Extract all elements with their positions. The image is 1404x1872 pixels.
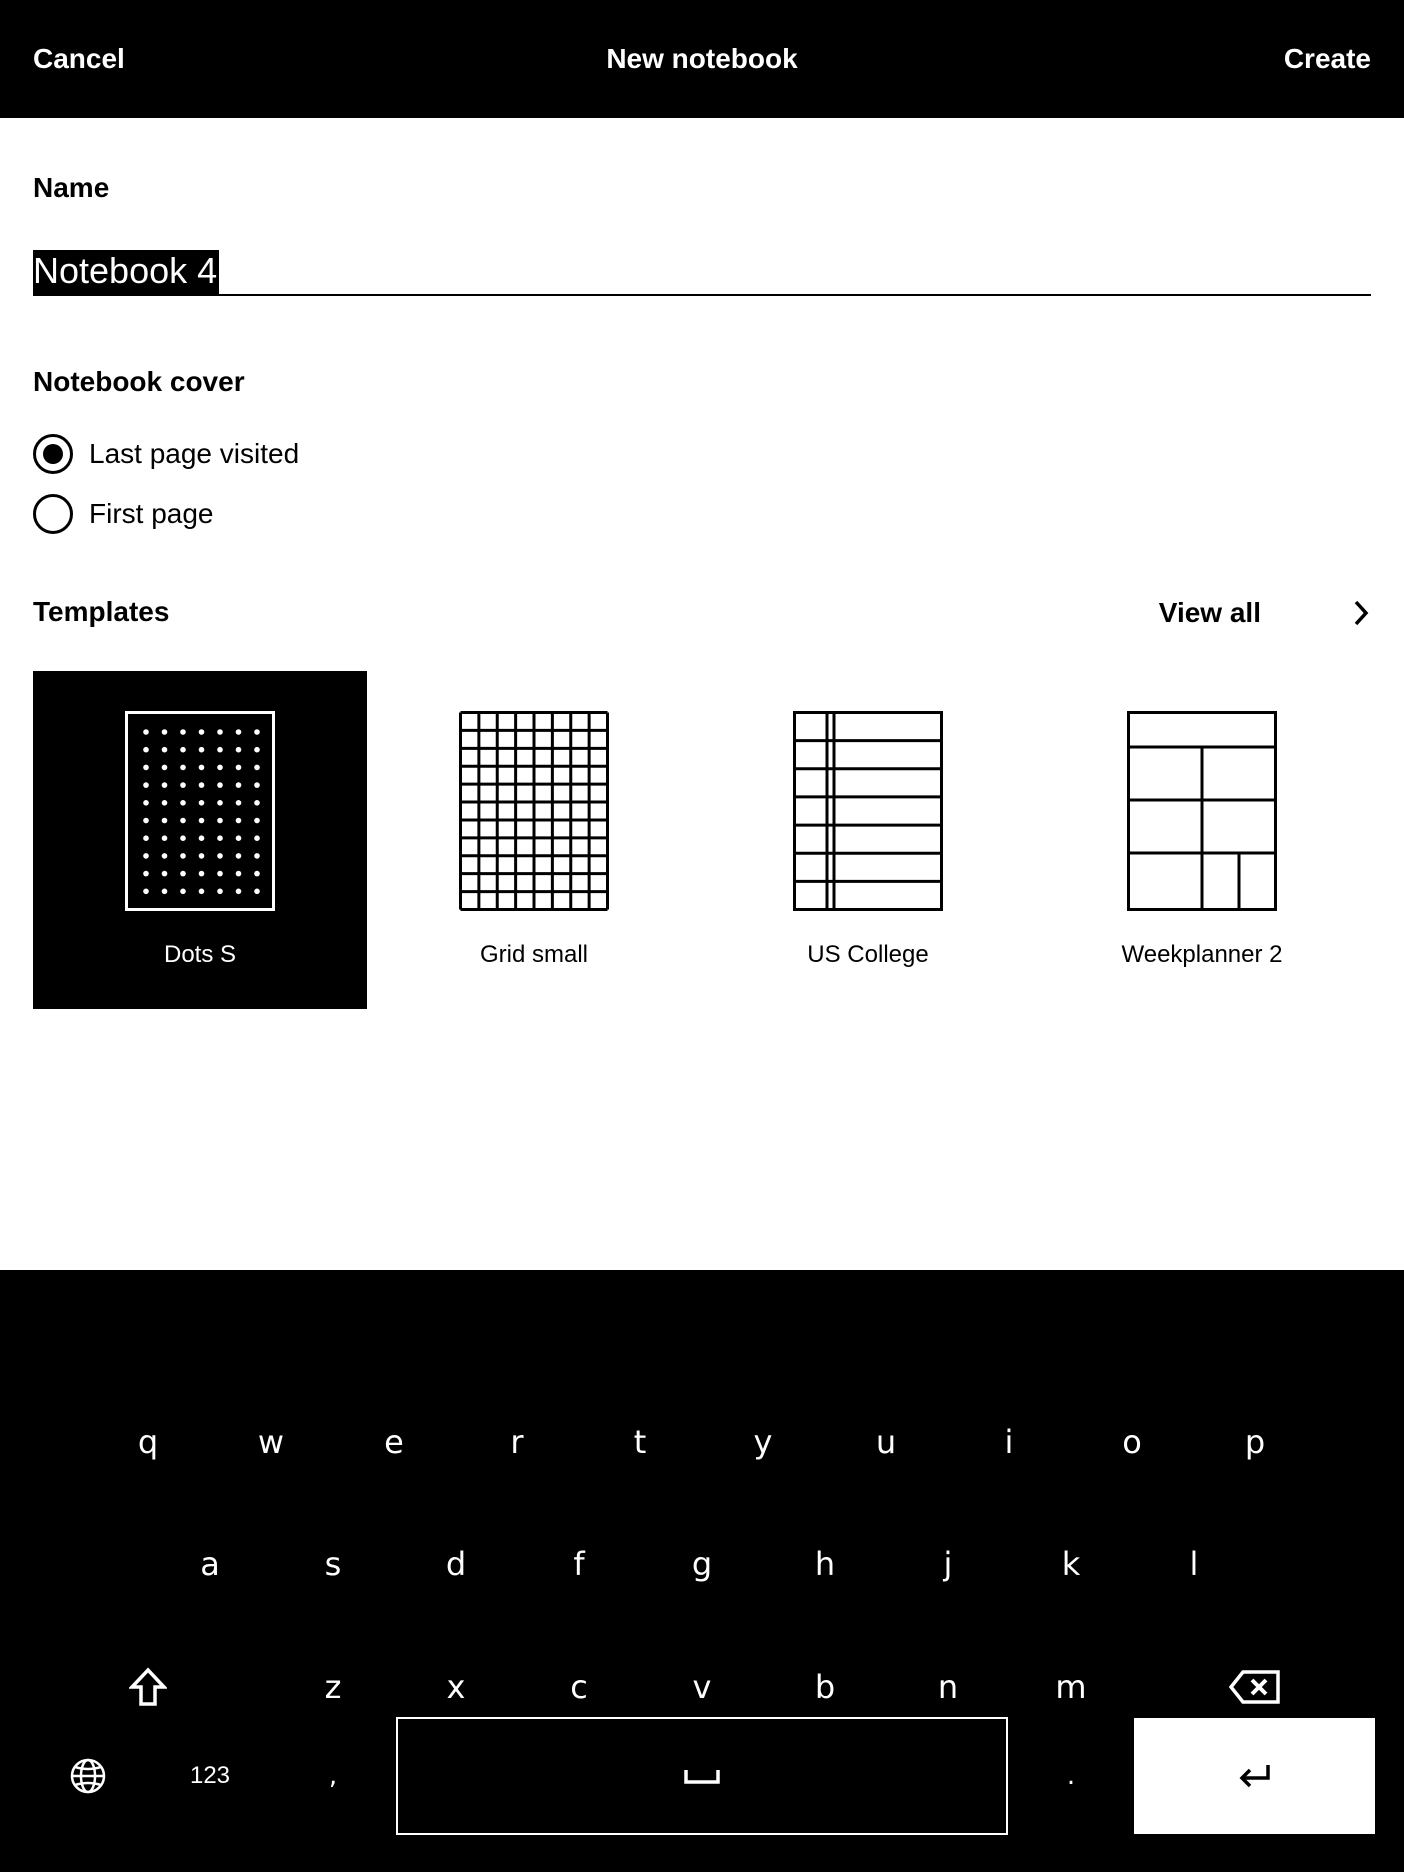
- dots-template-icon: [125, 711, 275, 911]
- name-label: Name: [33, 172, 110, 203]
- key-k[interactable]: k: [1061, 1545, 1081, 1583]
- key-i[interactable]: i: [1004, 1423, 1014, 1461]
- name-input[interactable]: [33, 250, 1371, 296]
- template-dots-s[interactable]: [33, 671, 367, 1009]
- key-u[interactable]: u: [875, 1423, 897, 1461]
- return-arrow-icon: [1238, 1763, 1272, 1789]
- key-g[interactable]: g: [691, 1545, 713, 1583]
- key-w[interactable]: w: [257, 1423, 285, 1461]
- space-bar-icon: [682, 1766, 722, 1786]
- view-all-label: View all: [1158, 597, 1261, 628]
- language-key[interactable]: [33, 1726, 143, 1826]
- radio-first-page[interactable]: [33, 493, 214, 535]
- template-name: Dots S: [163, 941, 237, 968]
- backspace-icon: [1229, 1669, 1281, 1705]
- key-h[interactable]: h: [814, 1545, 836, 1583]
- shift-key[interactable]: [93, 1637, 203, 1737]
- key-t[interactable]: t: [633, 1423, 647, 1461]
- space-key[interactable]: [396, 1717, 1008, 1835]
- grid-template-icon: [459, 711, 609, 911]
- numbers-key[interactable]: 123: [189, 1762, 231, 1789]
- notebook-cover-label: Notebook cover: [33, 366, 245, 397]
- template-grid-small[interactable]: [367, 671, 701, 1009]
- key-y[interactable]: y: [753, 1423, 773, 1461]
- on-screen-keyboard: [0, 1270, 1404, 1872]
- radio-last-page-visited[interactable]: [33, 433, 299, 475]
- key-l[interactable]: l: [1189, 1545, 1199, 1583]
- radio-checked-icon: [33, 434, 73, 474]
- key-f[interactable]: f: [573, 1545, 585, 1583]
- view-all-button[interactable]: [1159, 590, 1371, 636]
- weekplanner-template-icon: [1127, 711, 1277, 911]
- top-bar: [0, 0, 1404, 118]
- comma-key[interactable]: ,: [328, 1761, 338, 1791]
- key-x[interactable]: x: [446, 1668, 466, 1706]
- templates-label: Templates: [33, 596, 170, 627]
- globe-icon: [69, 1757, 107, 1795]
- key-p[interactable]: p: [1244, 1423, 1266, 1461]
- shift-arrow-icon: [129, 1667, 167, 1707]
- key-s[interactable]: s: [324, 1545, 342, 1583]
- template-name: Weekplanner 2: [1121, 941, 1283, 968]
- template-weekplanner-2[interactable]: [1035, 671, 1369, 1009]
- key-c[interactable]: c: [570, 1668, 588, 1706]
- radio-label: First page: [89, 498, 214, 529]
- key-e[interactable]: e: [384, 1423, 404, 1461]
- key-n[interactable]: n: [937, 1668, 959, 1706]
- create-button[interactable]: Create: [1283, 43, 1371, 74]
- radio-unchecked-icon: [33, 494, 73, 534]
- cancel-button[interactable]: Cancel: [33, 43, 125, 74]
- key-d[interactable]: d: [445, 1545, 467, 1583]
- key-r[interactable]: r: [510, 1423, 524, 1461]
- key-m[interactable]: m: [1055, 1668, 1087, 1706]
- template-us-college[interactable]: [701, 671, 1035, 1009]
- chevron-right-icon: [1351, 599, 1371, 627]
- college-ruled-template-icon: [793, 711, 943, 911]
- key-q[interactable]: q: [137, 1423, 159, 1461]
- radio-label: Last page visited: [89, 438, 300, 469]
- name-input-value: Notebook 4: [33, 250, 219, 294]
- template-name: Grid small: [479, 941, 588, 968]
- key-z[interactable]: z: [324, 1668, 342, 1706]
- key-v[interactable]: v: [692, 1668, 712, 1706]
- page-title: New notebook: [606, 43, 798, 74]
- period-key[interactable]: .: [1066, 1761, 1076, 1791]
- key-b[interactable]: b: [814, 1668, 836, 1706]
- key-j[interactable]: j: [943, 1545, 953, 1583]
- enter-key[interactable]: [1134, 1718, 1375, 1834]
- template-name: US College: [807, 941, 929, 968]
- key-a[interactable]: a: [200, 1545, 220, 1583]
- key-o[interactable]: o: [1122, 1423, 1142, 1461]
